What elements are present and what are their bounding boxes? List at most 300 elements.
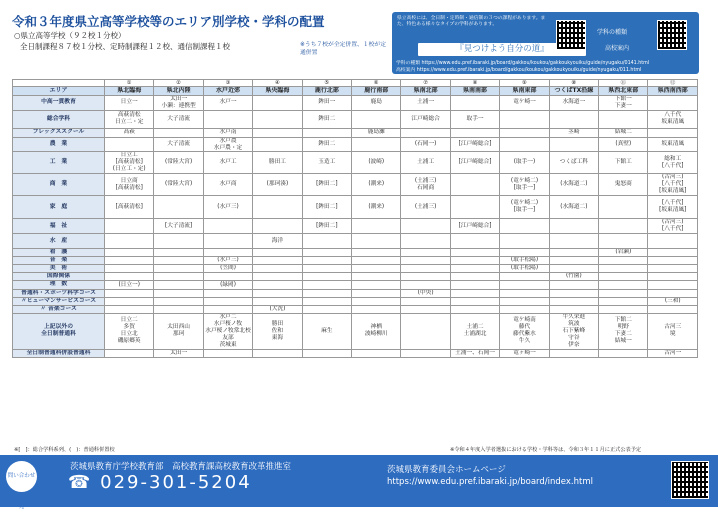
table-cell: [大子清流] xyxy=(154,219,203,234)
table-row xyxy=(13,349,698,357)
qr-code-icon[interactable] xyxy=(657,20,687,50)
page-title: 令和３年度県立高等学校等のエリア別学校・学科の配置 xyxy=(12,14,325,29)
table-cell: (真壁) xyxy=(599,137,648,152)
table-cell: (古河三) [八千代] [坂東清風] xyxy=(648,174,698,196)
table-cell: 麻生 xyxy=(302,313,351,349)
table-cell xyxy=(253,95,302,110)
school-count: ○県立高等学校（９２校１分校） xyxy=(14,31,126,40)
table-cell xyxy=(105,349,154,357)
table-cell: 鬼怒商 xyxy=(599,174,648,196)
table-cell xyxy=(401,219,450,234)
table-cell xyxy=(203,234,252,249)
area-number: ⑨ xyxy=(500,80,549,87)
table-cell xyxy=(203,349,252,357)
table-row xyxy=(13,174,698,196)
table-cell xyxy=(401,257,450,265)
footer xyxy=(0,455,718,510)
table-cell xyxy=(401,265,450,273)
table-cell: [江戸崎総合] xyxy=(450,219,499,234)
table-cell xyxy=(549,265,598,273)
table-cell xyxy=(500,273,549,281)
qr-label-guide: 高校案内 xyxy=(605,45,630,52)
table-cell: 取手一 xyxy=(450,110,499,128)
table-cell: 土浦一 xyxy=(401,95,450,110)
area-name: 鹿行南部 xyxy=(352,87,401,95)
table-cell: (古河三) [八千代] xyxy=(648,219,698,234)
table-cell xyxy=(599,305,648,313)
table-cell xyxy=(648,281,698,289)
area-number: ⑫ xyxy=(648,80,698,87)
table-cell xyxy=(401,305,450,313)
table-cell xyxy=(302,297,351,305)
table-cell: 総和工 [八千代] xyxy=(648,152,698,174)
table-cell xyxy=(302,305,351,313)
table-row xyxy=(13,110,698,128)
table-row xyxy=(13,249,698,257)
table-cell: 勝田 佐和 東海 xyxy=(253,313,302,349)
table-row xyxy=(13,234,698,249)
table-cell xyxy=(302,289,351,297)
table-cell: (石岡一) xyxy=(401,137,450,152)
table-cell: (那珂湊) xyxy=(253,174,302,196)
table-cell: [鉾田二] xyxy=(302,196,351,219)
table-cell xyxy=(450,281,499,289)
table-cell: 下館一 下妻一 xyxy=(599,95,648,110)
table-cell xyxy=(500,234,549,249)
table-cell: 土浦一、石岡一 xyxy=(450,349,499,357)
table-cell xyxy=(599,219,648,234)
table-cell xyxy=(599,349,648,357)
table-cell: 日立商 [高萩清松] xyxy=(105,174,154,196)
area-name: つくばTX沿線 xyxy=(549,87,598,95)
table-cell: (緑岡) xyxy=(203,281,252,289)
table-cell: 水海道一 xyxy=(549,95,598,110)
table-cell: 竜ケ崎一 xyxy=(500,95,549,110)
table-cell: (笠間) xyxy=(203,265,252,273)
table-cell: (潮来) xyxy=(352,174,401,196)
qr-code-icon[interactable] xyxy=(671,461,709,499)
table-cell xyxy=(599,281,648,289)
table-row xyxy=(13,219,698,234)
table-cell xyxy=(253,219,302,234)
table-cell: 水戸二 水戸桜ノ牧 水戸桜ノ牧常北校 友部 茨城東 xyxy=(205,313,251,348)
table-cell xyxy=(450,95,499,110)
table-cell xyxy=(500,249,549,257)
homepage-label: 茨城県教育委員会ホームページ xyxy=(387,465,506,475)
table-cell xyxy=(154,281,203,289)
area-name: 県南北部 xyxy=(401,87,450,95)
row-label: 水 産 xyxy=(13,234,105,249)
table-cell xyxy=(500,110,549,128)
area-number: ⑤ xyxy=(302,80,351,87)
table-cell: 玉造工 xyxy=(302,152,351,174)
row-label: 〃 音楽コース xyxy=(13,305,105,313)
table-cell: 竜ヶ崎一 xyxy=(500,349,549,357)
row-label: フレックススクール xyxy=(13,128,105,137)
table-cell xyxy=(500,305,549,313)
table-cell: 坂東清風 xyxy=(648,137,698,152)
contact-badge: 問い合わせ先 xyxy=(6,461,37,492)
link-guide[interactable]: 高校案内 https://www.edu.pref.ibaraki.jp/board/gakkou/koukou/gakkoukyouiku/guide/nyugaku/011.html xyxy=(396,68,642,73)
table-cell xyxy=(352,273,401,281)
area-name: 県北臨海 xyxy=(105,87,154,95)
table-row xyxy=(13,196,698,219)
table-cell: [高萩清松] xyxy=(105,196,154,219)
table-cell: 日立一 xyxy=(105,95,154,110)
table-cell xyxy=(352,219,401,234)
table-row xyxy=(13,137,698,152)
table-cell xyxy=(105,297,154,305)
table-cell xyxy=(401,313,450,349)
table-cell xyxy=(154,234,203,249)
table-cell xyxy=(450,128,499,137)
table-cell: [鉾田二] xyxy=(302,219,351,234)
table-cell xyxy=(401,297,450,305)
contact-phone[interactable]: ☎ 029-301-5204 xyxy=(68,472,252,493)
table-cell: (常陸大宮) xyxy=(154,174,203,196)
area-number: ① xyxy=(105,80,154,87)
row-label: 理 数 xyxy=(13,281,105,289)
table-cell xyxy=(450,273,499,281)
table-cell: (竹園) xyxy=(549,273,598,281)
table-cell xyxy=(549,219,598,234)
area-number: ⑥ xyxy=(352,80,401,87)
table-cell xyxy=(450,297,499,305)
table-cell: つくば工科 xyxy=(549,152,598,174)
table-row xyxy=(13,95,698,110)
table-cell xyxy=(450,257,499,265)
table-cell: 水戸南 xyxy=(203,128,252,137)
row-label: 家 庭 xyxy=(13,196,105,219)
row-label: 〃ヒューマンサービスコース xyxy=(13,297,105,305)
row-label: 上記以外の 全日制普通科 xyxy=(13,313,105,349)
table-cell xyxy=(599,110,648,128)
table-cell xyxy=(450,174,499,196)
table-cell: 水戸一 xyxy=(203,95,252,110)
table-cell xyxy=(599,257,648,265)
slogan: 『見つけよう自分の道』 xyxy=(418,43,586,56)
table-cell xyxy=(401,273,450,281)
table-cell xyxy=(352,234,401,249)
table-cell xyxy=(648,249,698,257)
table-cell xyxy=(648,289,698,297)
table-cell xyxy=(105,289,154,297)
row-label: 商 業 xyxy=(13,174,105,196)
area-name: 水戸近郊 xyxy=(203,87,252,95)
table-cell xyxy=(253,110,302,128)
table-cell xyxy=(253,265,302,273)
row-label: 美 術 xyxy=(13,265,105,273)
table-header-row xyxy=(13,87,698,95)
table-cell: 鹿島 xyxy=(352,95,401,110)
table-cell xyxy=(352,257,401,265)
contact-org: 茨城県教育庁学校教育部 高校教育課高校教育改革推進室 xyxy=(70,462,292,472)
table-cell xyxy=(599,273,648,281)
info-box xyxy=(392,12,699,74)
table-cell xyxy=(450,289,499,297)
qr-code-icon[interactable] xyxy=(556,20,586,50)
table-cell xyxy=(154,196,203,219)
table-cell xyxy=(450,234,499,249)
table-cell xyxy=(352,289,401,297)
table-cell: (水海道二) xyxy=(549,174,598,196)
table-cell xyxy=(500,137,549,152)
table-cell xyxy=(253,137,302,152)
row-label: 中高一貫教育 xyxy=(13,95,105,110)
qr-label-subjects: 学科の種類 xyxy=(597,29,628,36)
table-cell xyxy=(549,234,598,249)
table-cell: 水戸工 xyxy=(203,152,252,174)
table-cell xyxy=(105,273,154,281)
row-label: 国際関係 xyxy=(13,273,105,281)
area-number: ⑪ xyxy=(599,80,648,87)
area-name: 県北内陸 xyxy=(154,87,203,95)
table-cell: 大子清流 xyxy=(154,137,203,152)
table-cell xyxy=(302,249,351,257)
table-cell xyxy=(352,265,401,273)
table-cell xyxy=(253,249,302,257)
table-cell: (大洗) xyxy=(253,305,302,313)
area-label: エリア xyxy=(13,87,105,95)
table-cell: 神栖 波崎柳川 xyxy=(352,313,401,349)
table-cell: (潮来) xyxy=(352,196,401,219)
table-cell xyxy=(253,289,302,297)
table-cell xyxy=(401,128,450,137)
table-cell xyxy=(401,249,450,257)
row-label: 総合学科 xyxy=(13,110,105,128)
info-text: 県立高校には、全日制・定時制・通信制の３つの課程があります。また、特色ある様々なタイプの学科があります。 xyxy=(397,16,546,28)
table-cell: (取手松陽) xyxy=(500,265,549,273)
table-number-row xyxy=(13,80,698,87)
table-cell xyxy=(549,349,598,357)
table-row xyxy=(13,313,698,349)
table-cell xyxy=(302,349,351,357)
table-cell xyxy=(302,265,351,273)
table-cell xyxy=(500,219,549,234)
table-cell xyxy=(203,249,252,257)
table-row xyxy=(13,257,698,265)
table-cell xyxy=(302,281,351,289)
table-cell xyxy=(648,305,698,313)
table-row xyxy=(13,273,698,281)
table-cell xyxy=(352,110,401,128)
table-cell: (中央) xyxy=(401,289,450,297)
table-cell xyxy=(648,273,698,281)
table-cell: 土浦二 土浦湖北 xyxy=(450,313,499,349)
table-cell xyxy=(599,297,648,305)
table-cell: (取手一) xyxy=(500,152,549,174)
table-cell xyxy=(105,219,154,234)
area-name: 県南南部 xyxy=(450,87,499,95)
table-cell xyxy=(253,196,302,219)
table-cell: 八千代 坂東清風 xyxy=(648,110,698,128)
table-cell xyxy=(203,110,252,128)
table-cell: (竜ケ崎二) [取手一] xyxy=(500,174,549,196)
row-label: 工 業 xyxy=(13,152,105,174)
table-cell xyxy=(154,305,203,313)
area-name: 県西南西部 xyxy=(648,87,698,95)
table-cell xyxy=(401,234,450,249)
table-cell: 水戸商 xyxy=(203,174,252,196)
table-cell: (水戸三) xyxy=(203,257,252,265)
table-cell xyxy=(352,137,401,152)
table-cell: [鉾田二] xyxy=(302,174,351,196)
table-cell: 土浦工 xyxy=(401,152,450,174)
homepage-link[interactable]: https://www.edu.pref.ibaraki.jp/board/index.html xyxy=(387,477,593,487)
table-cell: 古河三 境 xyxy=(648,313,698,349)
table-cell xyxy=(302,273,351,281)
table-cell xyxy=(253,128,302,137)
table-row xyxy=(13,289,698,297)
table-cell xyxy=(105,305,154,313)
table-cell xyxy=(105,137,154,152)
table-cell: 高萩清松 日立二・定 xyxy=(105,110,154,128)
table-cell: 鹿島灘 xyxy=(352,128,401,137)
table-cell: (土浦三) xyxy=(401,196,450,219)
table-cell xyxy=(105,257,154,265)
table-row xyxy=(13,305,698,313)
row-label: 全日制普通科併設普通科 xyxy=(13,349,105,357)
table-cell: 太田一 小瀬：連携型 xyxy=(154,95,203,110)
table-cell: (日立一) xyxy=(105,281,154,289)
area-name: 県南東部 xyxy=(500,87,549,95)
table-cell: (取手松陽) xyxy=(500,257,549,265)
area-number: ④ xyxy=(253,80,302,87)
table-row xyxy=(13,281,698,289)
table-cell xyxy=(203,289,252,297)
table-cell: 鉾田二 xyxy=(302,137,351,152)
table-cell xyxy=(549,281,598,289)
table-cell xyxy=(352,305,401,313)
table-cell: (三和) xyxy=(648,297,698,305)
table-cell xyxy=(549,257,598,265)
table-cell xyxy=(401,349,450,357)
table-row xyxy=(13,128,698,137)
table-cell xyxy=(203,273,252,281)
table-cell xyxy=(302,257,351,265)
table-cell xyxy=(13,80,105,87)
table-cell xyxy=(352,297,401,305)
row-label: 福 祉 xyxy=(13,219,105,234)
table-cell xyxy=(450,249,499,257)
row-label: 看 護 xyxy=(13,249,105,257)
table-cell xyxy=(154,273,203,281)
table-cell xyxy=(648,128,698,137)
area-number: ⑩ xyxy=(549,80,598,87)
table-cell: (岩瀬) xyxy=(599,249,648,257)
table-row xyxy=(13,152,698,174)
table-cell: 水戸農 水戸農・定 xyxy=(203,137,252,152)
area-name: 県央臨海 xyxy=(253,87,302,95)
table-cell xyxy=(599,289,648,297)
table-cell xyxy=(599,196,648,219)
table-cell xyxy=(549,297,598,305)
table-cell: [八千代] [坂東清風] xyxy=(648,196,698,219)
area-name: 鹿行北部 xyxy=(302,87,351,95)
table-cell: (水戸三) xyxy=(203,196,252,219)
table-cell xyxy=(154,128,203,137)
table-cell xyxy=(648,257,698,265)
table-cell xyxy=(253,273,302,281)
row-label: 農 業 xyxy=(13,137,105,152)
table-cell xyxy=(253,349,302,357)
table-cell xyxy=(105,249,154,257)
table-cell: [江戸崎総合] xyxy=(450,152,499,174)
note: ※うち７校が全定併置、１校が定通併置 xyxy=(300,42,387,56)
table-cell: 古河一 xyxy=(648,349,698,357)
table-cell xyxy=(599,234,648,249)
table-cell: (波崎) xyxy=(352,152,401,174)
table-cell xyxy=(549,249,598,257)
table-cell xyxy=(599,265,648,273)
legend-note-2: ※令和４年度入学者選抜における学校・学科等は、令和３年１１月に正式公表予定 xyxy=(450,447,642,453)
area-number: ③ xyxy=(203,80,252,87)
table-cell xyxy=(450,196,499,219)
table-cell: 江戸崎総合 xyxy=(401,110,450,128)
table-cell xyxy=(253,257,302,265)
table-cell xyxy=(154,257,203,265)
table-cell xyxy=(500,289,549,297)
table-cell xyxy=(549,137,598,152)
table-cell xyxy=(253,297,302,305)
row-label: 音 楽 xyxy=(13,257,105,265)
table-cell xyxy=(154,265,203,273)
table-cell xyxy=(154,249,203,257)
table-cell xyxy=(549,305,598,313)
table-cell xyxy=(302,128,351,137)
table-cell: 太田西山 那珂 xyxy=(154,313,203,349)
table-cell: 茎崎 xyxy=(549,128,598,137)
table-cell: (水海道二) xyxy=(549,196,598,219)
table-cell xyxy=(549,110,598,128)
course-count: 全日制課程８７校１分校、定時制課程１２校、通信制課程１校 xyxy=(20,42,230,51)
school-table xyxy=(12,79,698,358)
table-cell xyxy=(500,297,549,305)
row-label: 普通科・スポーツ科学コース xyxy=(13,289,105,297)
table-cell xyxy=(500,128,549,137)
table-cell xyxy=(352,249,401,257)
table-cell xyxy=(105,265,154,273)
table-cell xyxy=(648,265,698,273)
table-cell: 勝田工 xyxy=(253,152,302,174)
table-cell xyxy=(549,289,598,297)
table-cell xyxy=(105,234,154,249)
table-cell: 太田一 xyxy=(154,349,203,357)
table-cell xyxy=(203,297,252,305)
table-cell: 結城二 xyxy=(599,128,648,137)
table-cell xyxy=(450,265,499,273)
area-number: ⑦ xyxy=(401,80,450,87)
table-cell: 下館二 明野 下妻二 結城一 xyxy=(599,313,648,349)
table-cell: (土浦三) 石岡商 xyxy=(401,174,450,196)
table-cell: [江戸崎総合] xyxy=(450,137,499,152)
table-cell: 日立二 多賀 日立北 磯原郷英 xyxy=(105,313,154,349)
table-cell xyxy=(253,281,302,289)
table-row xyxy=(13,265,698,273)
table-cell xyxy=(352,349,401,357)
table-cell: 牛久栄進 筑波 石下紫峰 守谷 伊奈 xyxy=(549,313,598,349)
table-cell: 大子清流 xyxy=(154,110,203,128)
table-cell: (竜ケ崎二) [取手一] xyxy=(500,196,549,219)
table-cell xyxy=(450,305,499,313)
table-cell xyxy=(154,297,203,305)
table-cell: 海洋 xyxy=(253,234,302,249)
area-name: 県西北東部 xyxy=(599,87,648,95)
link-subjects[interactable]: 学科の種類 https://www.edu.pref.ibaraki.jp/board/gakkou/koukou/gakkoukyouiku/guide/nyugaku/0141.html xyxy=(396,61,650,66)
table-cell: 鉾田二 xyxy=(302,110,351,128)
table-cell xyxy=(352,281,401,289)
table-cell xyxy=(203,305,252,313)
